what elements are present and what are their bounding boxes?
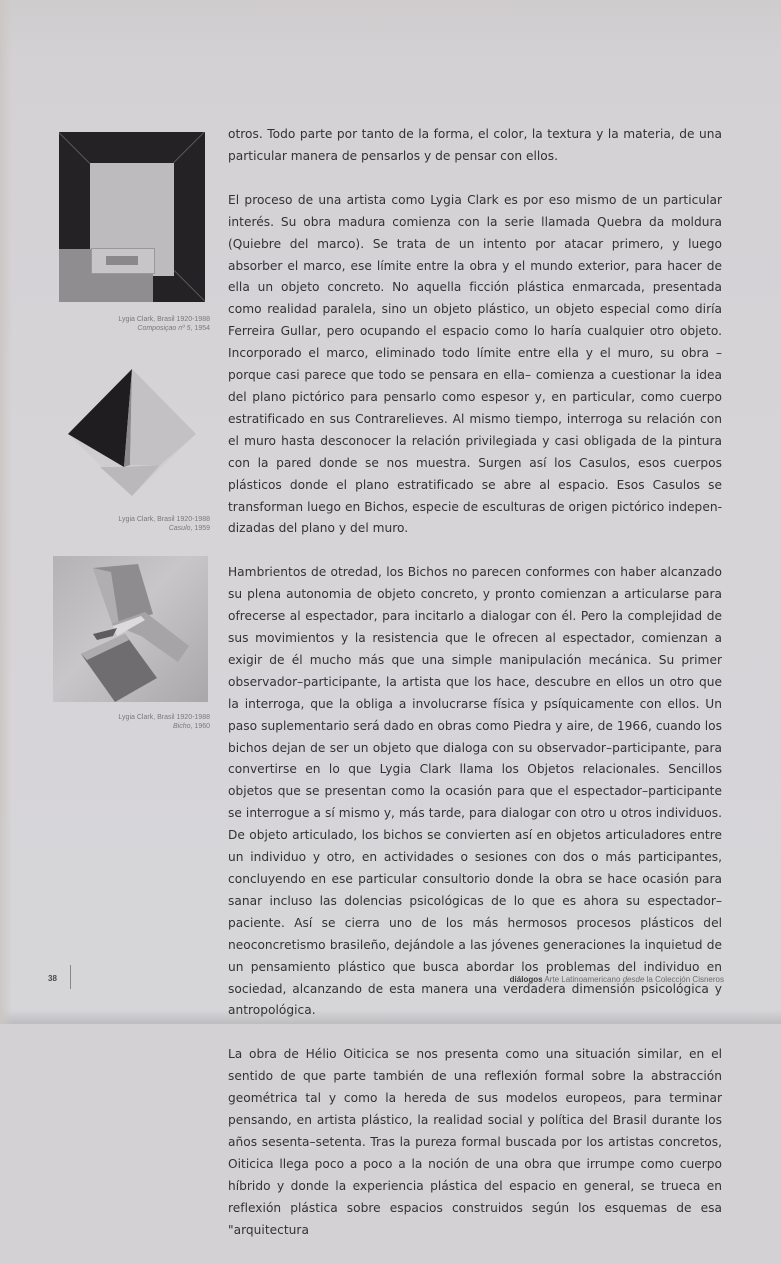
figure-caption	[50, 515, 210, 533]
footer-divider	[70, 965, 71, 989]
publication-brand: diálogos	[509, 975, 543, 984]
bicho-small-flap	[93, 628, 117, 640]
caption-artist: Lygia Clark, Brasil 1920-1988	[118, 516, 210, 523]
caption-year: , 1954	[190, 325, 210, 332]
tiny-grey-rect	[106, 256, 138, 265]
running-footer	[510, 975, 724, 984]
caption-year: , 1959	[190, 525, 210, 532]
casulo-dark-face	[68, 369, 132, 467]
caption-artist: Lygia Clark, Brasil 1920-1988	[118, 714, 210, 721]
casulo-bottom-flap	[100, 465, 160, 496]
body-paragraph: La obra de Hélio Oiticica se nos presenta como una situación similar, en el sentido de que parte también de una reflexión formal sobre la abstracción geométrica tal y como la hereda de sus modelos europeos, para terminar pensando, en artista plástico, la realidad social y política del Brasil durante los años sesenta–setenta. Tras la pureza formal buscada por los artistas concretos, Oiticica llega poco a poco a la noción de una obra que irrumpe como cuerpo híbrido y donde la experiencia plástica del espacio en general, se trueca en reflexión plástica sobre espacios construidos según los esquemas de esa "arquitectura	[228, 1047, 722, 1237]
body-paragraph: Hambrientos de otredad, los Bichos no parecen conformes con haber alcanzado su plena autonomia de objeto concreto, y pronto comienzan a articularse para ofrecerse al espectador, para incitarlo a dialogar con él. Pero la complejidad de sus movimientos y la resistencia que le ofrecen al espectador, comienzan a exigir de él mucho más que una simple manipulación mecánica. Su primer observador–participante, la artista que los hace, descubre en ellos un otro que la interroga, que la obliga a involucrarse física y psíquicamente con ellos. Un paso suplementario será dado en obras como Piedra y aire, de 1966, cuando los bichos dejan de ser un objeto que dialoga con su observador–participante, para convertirse en lo que Lygia Clark llama los Objetos relacionales. Sencillos objetos que se presentan como la ocasión para que el espectador–participante se interrogue a sí mismo y, más tarde, para dialogar con otro u otros individuos. De objeto articulado, los bichos se convierten así en objetos articuladores entre un individuo y otro, en actividades o sesiones con dos o más participantes, concluyendo en ese particular consultorio donde la obra se hace ocasión para sanar incluso las dolencias psicológicas de lo que es ahora su espectador–paciente. Así se cierra uno de los más hermosos procesos plásticos del neoconcretismo brasileño, dejándole a las jóvenes generaciones la inquietud de un pensamiento plástico que busca abordar los problemas del individuo en sociedad, alcanzando de esta manera una verdadera dimensión psicológica y antropológica.	[228, 565, 722, 1018]
body-paragraph: El proceso de una artista como Lygia Clark es por eso mismo de un particular interés. Su obra madura comienza con la serie llamada Quebra da moldura (Quiebre del marco). Se trata de un intento por atacar primero, y luego absorber el marco, ese límite entre la obra y el mundo exterior, para hacer de ella un objeto concreto. No aquella ficción plástica enmarcada, presentada como realidad paralela, sino un objeto plástico, un objeto especial como diría Ferreira Gullar, pero ocupando el espacio como lo haría cualquier otro objeto. Incorporado el marco, eliminado todo límite entre ella y el muro, su obra –porque casi parece que todo se pensara en ella– comienza a cuestionar la idea del plano pictórico para pensarlo como espesor y, en particular, como cuerpo estratificado en sus Contrarelieves. Al mismo tiempo, interroga su relación con el muro hasta desconocer la relación privilegiada y casi obligada de la pintura con la pared donde se nos muestra. Surgen así los Casulos, esos cuerpos plásticos donde el plano estratificado se abre al espacio. Esos Casulos se transforman luego en Bichos, especie de esculturas de origen pictórico independizadas del plano y del muro.	[228, 192, 722, 536]
figure-caption	[50, 713, 210, 731]
frame-diagonal	[174, 270, 205, 302]
frame-diagonal	[173, 132, 205, 163]
frame-diagonal	[59, 132, 90, 164]
artwork-image-casulo	[60, 360, 210, 500]
footer-text: Arte Latinoamericano	[542, 975, 623, 984]
figure-caption	[50, 315, 210, 333]
footer-text: la Colección Cisneros	[644, 975, 724, 984]
caption-artist: Lygia Clark, Brasil 1920-1988	[118, 316, 210, 323]
artwork-image-bicho	[53, 556, 208, 702]
page-number: 38	[48, 974, 57, 983]
caption-title: Casulo	[168, 525, 191, 532]
casulo-right-face	[130, 369, 196, 465]
caption-title: Composiçao nº 5	[137, 325, 191, 332]
caption-year: , 1960	[190, 723, 210, 730]
caption-title: Bicho	[173, 723, 191, 730]
body-paragraph: otros. Todo parte por tanto de la forma, el color, la textura y la materia, de una particular manera de pensarlos y de pensar con ellos.	[228, 127, 722, 163]
page-edge-shadow	[0, 0, 12, 1024]
artwork-image-composicao	[59, 132, 205, 302]
footer-italic-text: desde	[622, 975, 645, 984]
body-text-column	[228, 124, 722, 1264]
